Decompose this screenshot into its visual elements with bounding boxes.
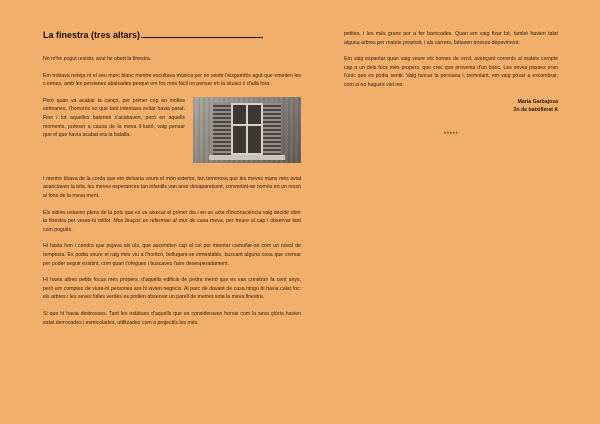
left-page [43, 30, 301, 335]
paragraph-1: No m'he pogut resistir, avui he obert la finestra. [43, 56, 152, 62]
paragraph-9: petites, i les més grans per a fer barricades. Quan em vaig fixar bé, també havien talat alguna arbres per mateix propòsit, i als carrers, faltaven trossos depaviment. [344, 31, 558, 46]
author-name: Maria Garbajosa [517, 98, 558, 105]
paragraph-10: Em vaig espantar quan vaig veure els homes de verd, avançant corrents al mateix compte cap a un dels focs més propers, que crec que provenia d'un banc. Les seves passes eran l'únic que es podia sentir. Vaig tancar la persiana i, tremolant, em vaig posar a escombrar, com si no hagués vist res. [344, 56, 558, 88]
paragraph-8: Si que hi havia destrosses. Tant les estàtues d'aquells que es consideraven herois com la seva glòria havien estat derrocades i esmicolades, utilitzades com a projectils les més [43, 310, 301, 326]
paragraph-7: Hi havia altres petits focus més propers, d'aquells edificis de pedra menó que es van construir fa cent anys, però em comptes de viure-hi persones ara hi vivien negocis. Al parc de davant de casa ningú hi havia calat foc: els arbres i les seves fulles verdes es podien observar un parell de metres sota la meva finestra. [43, 277, 301, 301]
title-underline [141, 37, 263, 38]
right-page [344, 30, 558, 139]
paragraph-4: I mentre tibava de la corda que em deixaria veure el món exterior, tan temorosa que les meves mans més avial acariciaven la tela, les meves esperances tan infantils van anar desapareixent, convertint-se només en un ressò al fons de la meva ment. [43, 175, 301, 199]
paragraph-5-text: Els vidres estaven plens de la pols que es va aixecar el primer dia i en un acte d'inconsciència vaig decidir obrir la finestra per veure-hi millor. [43, 209, 301, 225]
author-class: 2n de batxillerat A [513, 107, 558, 114]
end-stars: ***** [443, 131, 459, 138]
paragraph-5-end: , per treure el cap i observar tant com pogués. [43, 218, 301, 233]
paragraph-3: Però quan va acabar la cançó, per primer cop en moltes setmanes, l'horroròs so que tant intentava evitar havia parat. Fins i tot aquelles bateries s'acabaven, però en aquells moments, poteser a causa de la meva il·lusió, vaig pensar que el que havia acabat era la batalla. [43, 97, 185, 139]
paragraph-5 [43, 209, 301, 235]
article-title [43, 30, 301, 41]
paragraph-2: Em trobava neteja nt el seu marc blanc mentre escoltava música per no sentir l'eixgamfós agut que emetien les s irenes, amb les persianes abaixades perquè em fos més fàcil no pensar en la situaci ó d'allà fora. [43, 72, 301, 88]
paragraph-5-italic: Mos braços es referman al mur de casa meva [113, 218, 223, 225]
window-photo [193, 97, 301, 163]
paragraph-with-photo [43, 97, 301, 167]
article-title-text: La finestra (tres altars) [43, 30, 141, 40]
paragraph-6: Hi havia fum i cendra que pujava als uls, que ascendien cap al cel per intentar camuflar-se com un núvol de tempesta. Es podia veure el raig més viu a l'horitzó, bellugant-se inmestable, buscant alguna cosa que cremar per poder seguir existint, com quan t'ofegues i buscaves l'aire desesperadament. [43, 243, 301, 267]
